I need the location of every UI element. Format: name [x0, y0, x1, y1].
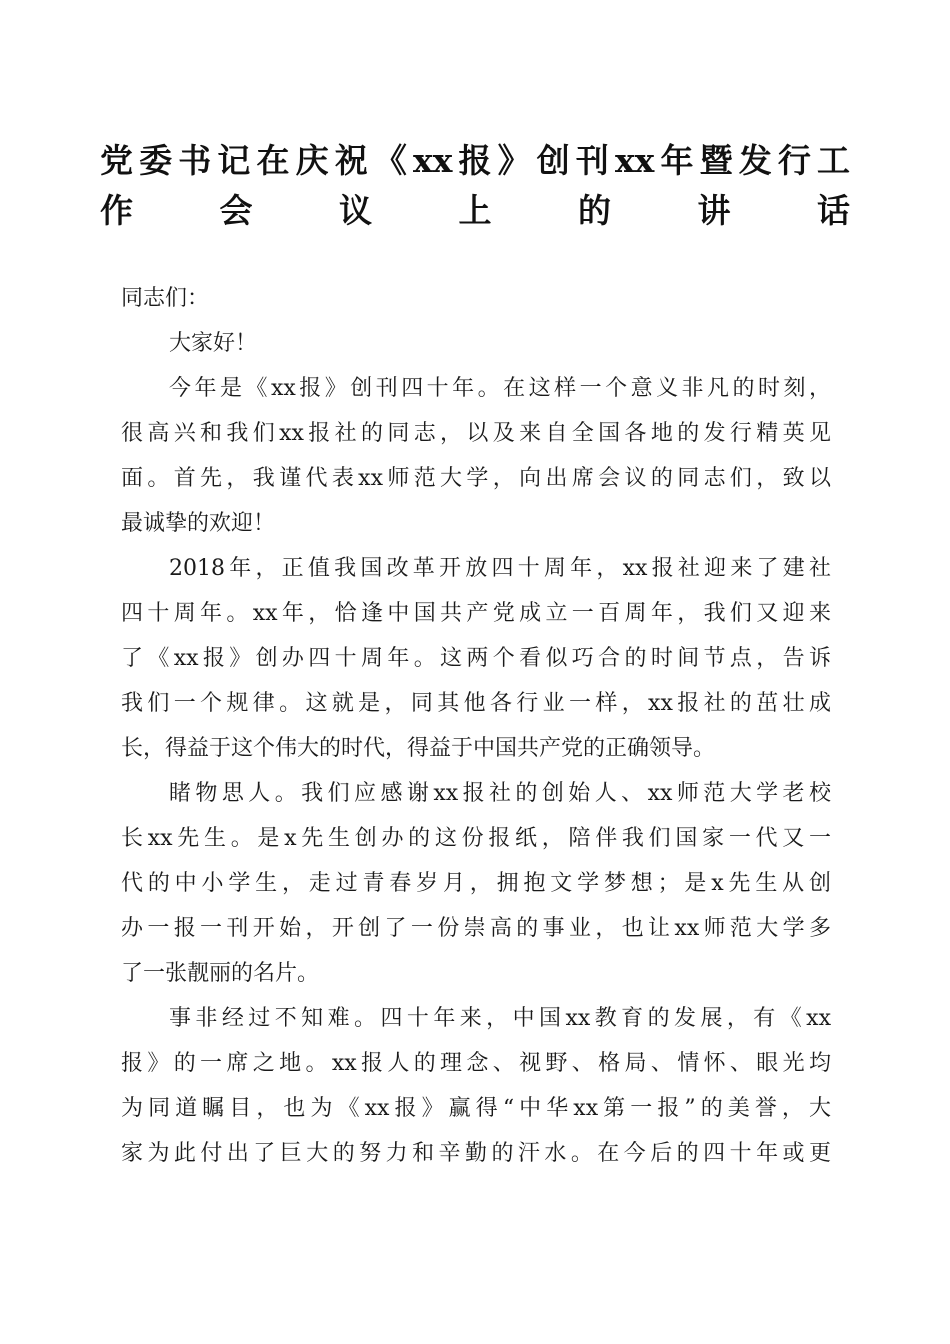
paragraph-line: 很高兴和我们xx报社的同志，以及来自全国各地的发行精英见: [121, 421, 831, 446]
title-line: 作会议上的讲话: [100, 191, 850, 230]
paragraph-2: [121, 546, 831, 771]
greeting: [121, 321, 831, 366]
paragraph-line: 最诚挚的欢迎！: [121, 511, 276, 536]
paragraph-line: 为同道瞩目，也为《xx报》赢得“中华xx第一报”的美誉，大: [121, 1096, 831, 1121]
paragraph-line: 睹物思人。我们应感谢xx报社的创始人、xx师范大学老校: [169, 781, 831, 806]
paragraph-line: 面。首先，我谨代表xx师范大学，向出席会议的同志们，致以: [121, 466, 831, 491]
paragraph-4: [121, 996, 831, 1176]
paragraph-line: 了一张靓丽的名片。: [121, 961, 320, 986]
title-line: 党委书记在庆祝《xx报》创刊xx年暨发行工: [100, 141, 850, 180]
document-title: [100, 136, 850, 236]
paragraph-line: 家为此付出了巨大的努力和辛勤的汗水。在今后的四十年或更: [121, 1141, 831, 1166]
paragraph-line: 长，得益于这个伟大的时代，得益于中国共产党的正确领导。: [121, 736, 716, 761]
paragraph-line: 事非经过不知难。四十年来，中国xx教育的发展，有《xx: [169, 1006, 831, 1031]
salutation: [121, 276, 831, 321]
paragraph-line: 我们一个规律。这就是，同其他各行业一样，xx报社的茁壮成: [121, 691, 831, 716]
document-body: [121, 276, 831, 1176]
paragraph-line: 办一报一刊开始，开创了一份崇高的事业，也让xx师范大学多: [121, 916, 831, 941]
paragraph-line: 了《xx报》创办四十周年。这两个看似巧合的时间节点，告诉: [121, 646, 831, 671]
paragraph-line: 今年是《xx报》创刊四十年。在这样一个意义非凡的时刻，: [169, 376, 831, 401]
paragraph-line: 长xx先生。是x先生创办的这份报纸，陪伴我们国家一代又一: [121, 826, 831, 851]
paragraph-line: 报》的一席之地。xx报人的理念、视野、格局、情怀、眼光均: [121, 1051, 831, 1076]
paragraph-1: [121, 366, 831, 546]
paragraph-line: 四十周年。xx年，恰逢中国共产党成立一百周年，我们又迎来: [121, 601, 831, 626]
greeting-text: 大家好！: [169, 331, 258, 356]
salutation-text: 同志们：: [121, 286, 210, 311]
paragraph-line: 代的中小学生，走过青春岁月，拥抱文学梦想；是x先生从创: [121, 871, 831, 896]
paragraph-3: [121, 771, 831, 996]
paragraph-line: 2018年，正值我国改革开放四十周年，xx报社迎来了建社: [169, 556, 831, 581]
